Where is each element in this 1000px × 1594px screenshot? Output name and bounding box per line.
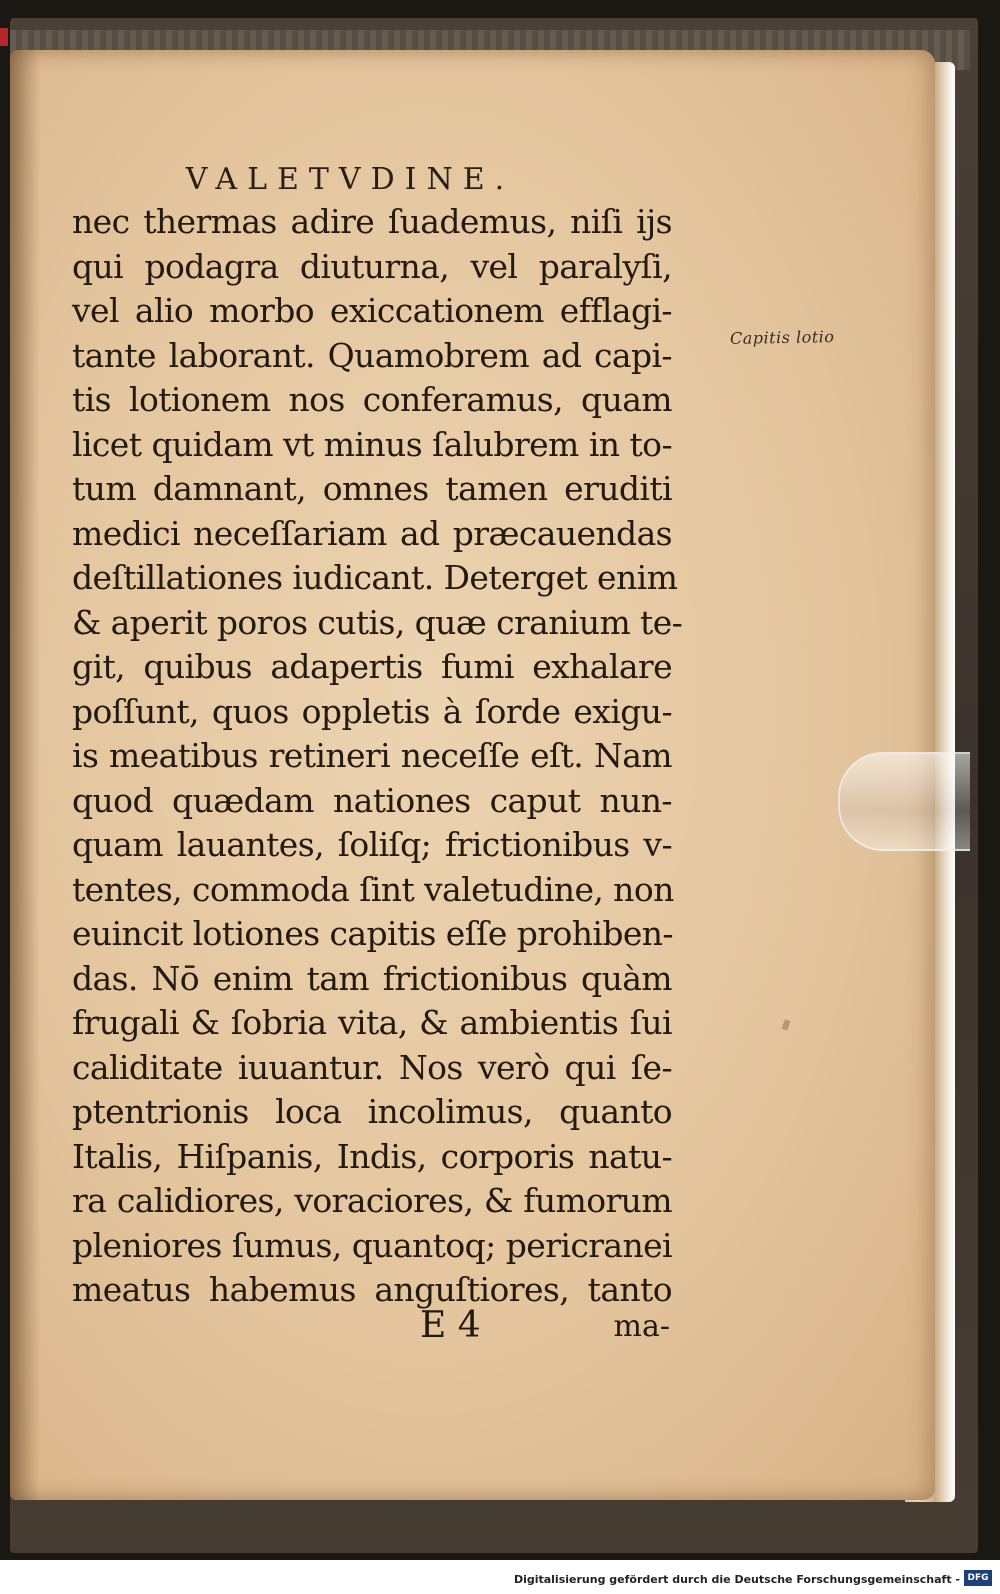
text-line: das. Nō enim tam frictionibus quàm [72, 958, 672, 998]
text-line: quod quædam nationes caput nun- [72, 780, 672, 820]
text-line: git, quibus adapertis fumi exhalare [72, 647, 672, 686]
text-line: ra calidiores, voraciores, & fumorum [72, 1181, 672, 1220]
text-line: ptentrionis loca incolimus, quanto [72, 1092, 672, 1131]
running-head: VALETVDINE. [185, 162, 515, 197]
text-line: tum damnant, omnes tamen eruditi [72, 469, 672, 508]
text-line: qui podagra diuturna, vel paralyſi, [72, 246, 672, 286]
red-ribbon-mark [0, 28, 8, 46]
signature-mark: E 4 [420, 1305, 481, 1346]
text-line: licet quidam vt minus ſalubrem in to- [72, 424, 672, 464]
text-line: medici neceſſariam ad præcauendas [72, 513, 672, 553]
text-line: poſſunt, quos oppletis à ſorde exigu- [72, 691, 672, 731]
text-line: tentes, commoda ſint valetudine, non [72, 869, 674, 909]
text-line: Italis, Hiſpanis, Indis, corporis natu- [72, 1136, 672, 1176]
text-line: frugali & ſobria vita, & ambientis ſui [72, 1003, 672, 1042]
text-line: pleniores ſumus, quantoq; pericranei [72, 1225, 672, 1265]
marginal-note: Capitis lotio [729, 327, 835, 348]
page-clip [838, 752, 970, 851]
body-text [72, 200, 683, 1313]
dfg-logo-icon: DFG [964, 1570, 992, 1586]
text-line: tante laborant. Quamobrem ad capi- [72, 335, 672, 375]
text-line: tis lotionem nos conferamus, quam [72, 380, 672, 419]
text-line: deſtillationes iudicant. Deterget enim [72, 558, 678, 597]
text-line: caliditate iuuantur. Nos verò qui ſe- [72, 1047, 672, 1087]
text-line: vel alio morbo exiccationem efflagi- [72, 291, 672, 330]
catchword: ma- [613, 1309, 670, 1344]
text-line: is meatibus retineri neceſſe eſt. Nam [72, 736, 672, 775]
funding-credit: Digitalisierung gefördert durch die Deutsche Forschungsgemeinschaft - [513, 1573, 960, 1586]
signature-line [420, 1305, 670, 1355]
text-line: euincit lotiones capitis eſſe prohiben- [72, 914, 673, 953]
text-line: meatus habemus anguſtiores, tanto [72, 1270, 672, 1309]
page-gutter-shadow [10, 50, 40, 1500]
text-line: & aperit poros cutis, quæ cranium te- [72, 602, 683, 642]
text-line: quam lauantes, ſoliſq; frictionibus v- [72, 825, 672, 864]
text-line: nec thermas adire ſuademus, niſi ijs [72, 202, 672, 241]
